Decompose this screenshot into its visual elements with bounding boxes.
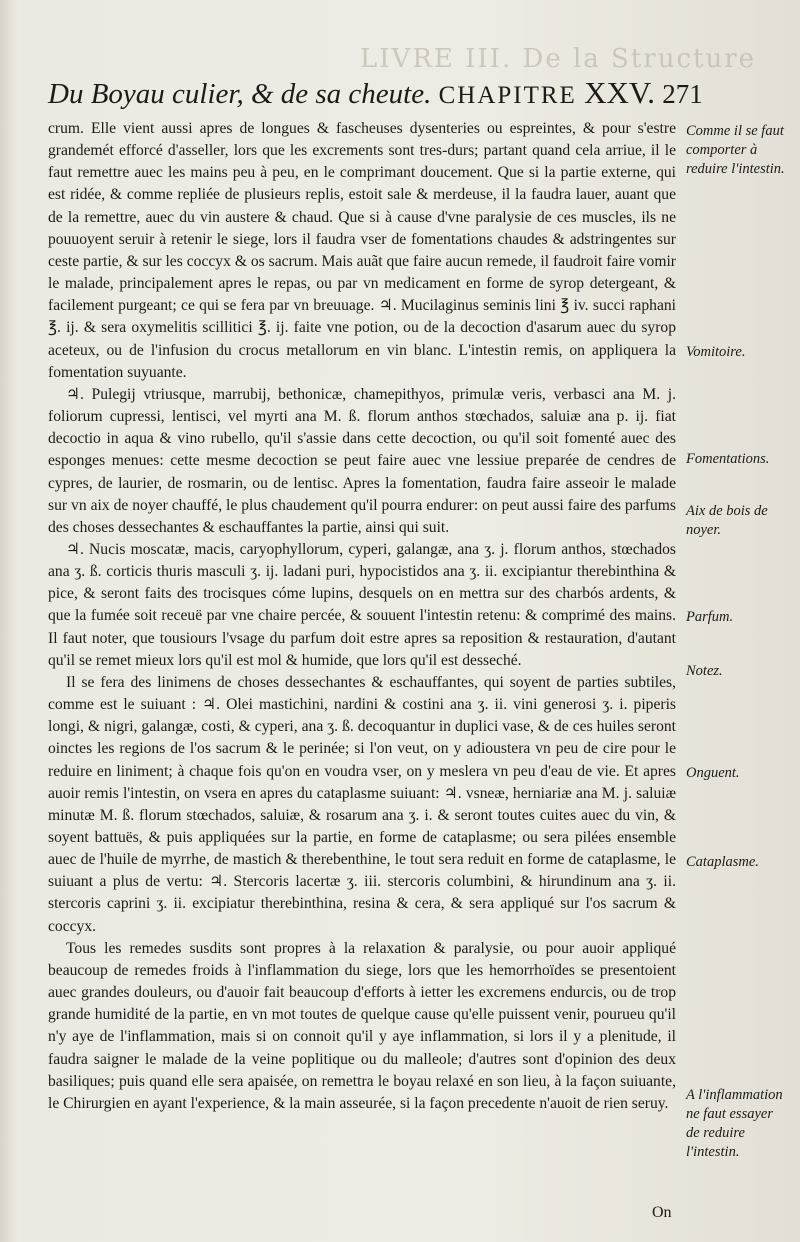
page-number: 271 — [662, 79, 703, 109]
paragraph: crum. Elle vient aussi apres de longues & fascheuses dysenteries ou espreintes, & pour s'estre grandemét efforcé d'asseller, lors que les excrements sont tres-durs; partant quand cela arriue, il le faut remettre auec les mains peu à peu, en le comprimant doucement. Que si la partie externe, qui est ridée, & comme repliée de plusieurs replis, estoit sale & merdeuse, il la faudra lauer, auant que de la remettre, auec du vin austere & chaud. Que si à cause d'vne paralysie de ces muscles, ils ne pouuoyent seruir à retenir le siege, lors il faudra vser de fomentations chaudes & adstringentes sur ceste partie, & sur les coccyx & os sacrum. Mais auãt que faire aucun remede, il faudroit faire vomir le malade, principalement apres le repas, ou par vn medicament en forme de syrop detergeant, & facilement purgeant; ce qui se fera par vn breuuage. ♃. Mucilaginus seminis lini ℥ iv. succi raphani ℥. ij. & sera oxymelitis scillitici ℥. ij. faite vne potion, ou de la decoction d'asarum auec du syrop aceteux, ou de l'infusion du crocus metallorum en vin blanc. L'intestin remis, on appliquera la fomentation suyuante. — [48, 120, 676, 381]
catchword: On — [652, 1204, 672, 1221]
chapter-number: XXV. — [584, 75, 655, 110]
bleed-through-text: LIVRE III. De la Structure — [360, 44, 757, 74]
margin-notes — [686, 0, 786, 1242]
margin-note: Comme il se faut comporter à reduire l'intestin. — [686, 123, 785, 177]
margin-note: Vomitoire. — [686, 344, 746, 360]
margin-note: Parfum. — [686, 609, 734, 625]
header-title: Du Boyau culier, & de sa cheute. — [48, 78, 432, 110]
paragraph: ♃. Pulegij vtriusque, marrubij, bethonicæ, chamepithyos, primulæ veris, verbasci ana M. j. foliorum cupressi, lentisci, vel myrti ana M. ß. florum anthos stœchados, saluiæ ana p. ij. fiat decoctio in aqua & vino rubello, qu'il s'assie dans cette decoction, ou qu'il soit fomenté auec des esponges menues: cette mesme decoction se peut faire auec vne lessiue preparée de cendres de cypres, de laurier, de rosmarin, ou de lentisc. Apres la fomentation, faudra faire asseoir le malade sur vn aix de noyer chauffé, le plus chaudement qu'il pourra endurer: on peut aussi faire des parfums des choses dessechantes & eschauffantes la partie, ainsi qui suit. — [48, 385, 676, 536]
margin-note: Fomentations. — [686, 451, 770, 467]
paragraph: Tous les remedes susdits sont propres à la relaxation & paralysie, ou pour auoir appliqué beaucoup de remedes froids à l'inflammation du siege, lors que les hemorrhoïdes se presentoient auec grandes douleurs, ou d'auoir fait beaucoup d'efforts à ietter les excremens endurcis, ou de trop grande humidité de la partie, en vn mot toutes de quelque cause qu'elle puissent venir, pourueu qu'il n'y aye de l'inflammation, mais si on connoit qu'il y aye inflammation, si lors il y a plenitude, il faudra saigner le malade de la veine poplitique ou du malleole; d'autres sont d'opinion des deux basiliques; puis quand elle sera apaisée, on remettra le boyau relaxé en son lieu, à la façon suiuante, le Chirurgien en ayant l'experience, & la main asseurée, si la façon precedente n'auoit de rien seruy. — [48, 939, 676, 1112]
margin-note: A l'inflammation ne faut essayer de reduire l'intestin. — [686, 1087, 783, 1160]
main-text-block — [48, 118, 676, 1115]
margin-note: Onguent. — [686, 765, 740, 781]
margin-note: Aix de bois de noyer. — [686, 503, 768, 538]
running-header — [48, 72, 703, 114]
paragraph: Il se fera des linimens de choses dessechantes & eschauffantes, qui soyent de parties subtiles, comme est le suiuant : ♃. Olei mastichini, nardini & costini ana ʒ. ii. vini generosi ʒ. i. piperis longi, & nigri, galangæ, costi, & cyperi, ana ʒ. ß. decoquantur in duplici vase, & de ces huiles seront oinctes les regions de l'os sacrum & le perinée; si l'on veut, on y adioustera vn peu de cire pour le reduire en liniment; à chaque fois qu'on en voudra vser, on y meslera vn peu d'eau de vie. Et apres auoir remis l'intestin, on vsera en apres du cataplasme suiuant: ♃. vsneæ, herniariæ ana M. j. saluiæ minutæ M. ß. florum stœchados, saluiæ, & rosarum ana ʒ. i. & seront toutes cuites auec du vin, & soyent battuës, & puis appliquées sur la partie, en forme de cataplasme; ou sera pilées ensemble auec de l'huile de myrrhe, de mastich & therebenthine, le tout sera reduit en forme de cataplasme, le suiuant a plus de vertu: ♃. Stercoris lacertæ ʒ. iii. stercoris columbini, & hirundinum ana ʒ. ii. stercoris caprini ʒ. ii. excipiatur therebinthina, resina & cera, & sera appliqué sur l'os sacrum & coccyx. — [48, 673, 676, 935]
margin-note: Notez. — [686, 663, 723, 679]
chapter-word: CHAPITRE — [438, 82, 577, 109]
paragraph: ♃. Nucis moscatæ, macis, caryophyllorum, cyperi, galangæ, ana ʒ. j. florum anthos, stœchados ana ʒ. ß. corticis thuris masculi ʒ. ij. ladani puri, hypocistidos ana ʒ. ii. excipiantur therebinthina & pice, & seront faits des trocisques cóme lupins, desquels on en mettra sur des charbós ardents, & que la fumée soit receuë par vne chaire percée, & souuent l'intestin retenu: & comprimé des mains. Il faut noter, que tousiours l'vsage du parfum doit estre apres sa reposition & restauration, d'autant qu'il se remet mieux lors qu'il est mol & humide, que lors qu'il est desseché. — [48, 540, 676, 669]
margin-note: Cataplasme. — [686, 854, 759, 870]
